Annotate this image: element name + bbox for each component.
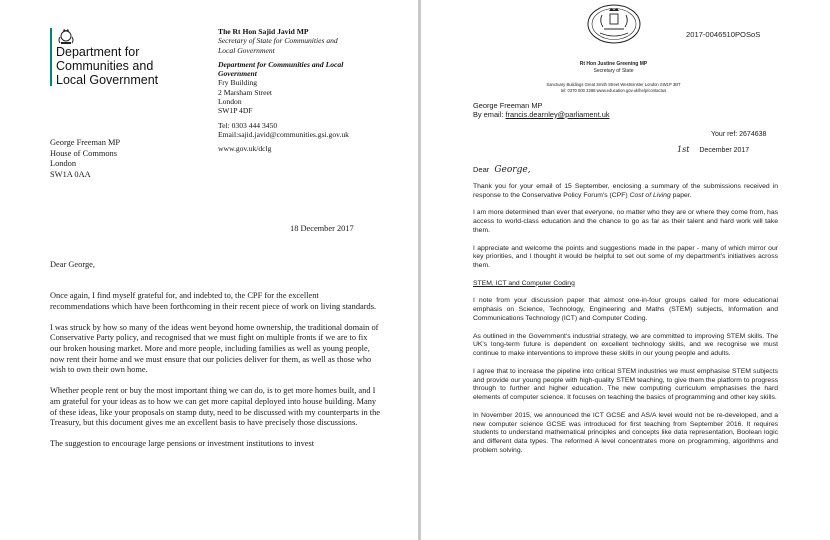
recipient-address	[50, 138, 120, 180]
recipient-line: SW1A 0AA	[50, 169, 91, 179]
minister-title: Secretary of State	[593, 68, 634, 74]
paragraph-text: paper.	[670, 191, 692, 199]
document-reference: 2017-0046510POSoS	[686, 30, 761, 39]
sender-website: www.gov.uk/dclg	[218, 144, 272, 154]
contact-line: tel: 0370 000 2288 www.education.gov.uk/help/contactus	[560, 87, 667, 93]
body-paragraph: I was struck by how so many of the ideas went beyond home ownership, the traditional domain of Conservative Party policy, and recognised that we must fight on multiple fronts if we are to fix our broken housing market. More and more people, including families as well as young people, now rent their home and we must ensure that our policies deliver for them, as well as those who wish to own their own home.	[50, 322, 379, 375]
royal-crest-icon	[57, 28, 75, 46]
address-line: Sanctuary Buildings Great Smith Street Westminster London SW1P 3BT	[546, 82, 681, 87]
letter-date	[677, 145, 749, 154]
minister-name: Rt Hon Justine Greening MP	[579, 61, 648, 67]
sender-address-line: London	[218, 97, 242, 107]
letter-body	[50, 291, 380, 461]
letter-date: 18 December 2017	[290, 224, 354, 233]
body-paragraph: I agree that to increase the pipeline into critical STEM industries we must emphasise STEM subjects and provide our young people with high-quality STEM teaching, to give them the platform to progress through to further and higher education. The new computing curriculum emphasises the hard elements of computer science. It focuses on teaching the basics of programming and other key skills.	[473, 367, 778, 402]
recipient-email-link[interactable]: francis.dearnley@parliament.uk	[505, 109, 610, 119]
paragraph-text: Thank you for your email of 15 September, enclosing a summary of the submissions received in response to the Conservative Policy Forum's (CPF)	[473, 183, 778, 199]
recipient-line: House of Commons	[50, 148, 117, 158]
body-paragraph: The suggestion to encourage large pensions or investment institutions to invest	[50, 439, 315, 449]
department-line: Communities and	[56, 59, 154, 73]
sender-tel: Tel: 0303 444 3450	[218, 120, 278, 130]
date-month-year: December 2017	[699, 147, 750, 154]
department-logo-text	[56, 45, 158, 87]
sender-name: The Rt Hon Sajid Javid MP	[218, 27, 309, 36]
sender-address-line: SW1P 4DF	[218, 106, 253, 116]
handwritten-day: 1st	[677, 145, 690, 154]
body-paragraph: In November 2015, we announced the ICT GCSE and AS/A level would not be re-developed, and a new computer science GCSE was introduced for first teaching from September 2016. It requires students to understand mathematical principles and concepts like data representation, Boolean logic and different data types. The reformed A level concentrates more on programming, algorithms and problem solving.	[473, 411, 778, 454]
dfe-letter-page	[421, 0, 830, 540]
body-paragraph: I am more determined than ever that everyone, no matter who they are or where they come from, has access to world-class education and the chance to go as far as their talent and hard work will take them.	[473, 209, 778, 234]
department-line: Department for	[56, 45, 140, 59]
handwritten-name: George,	[494, 165, 531, 175]
dclg-logo-bar	[50, 28, 52, 86]
salutation: Dear George,	[50, 260, 95, 269]
paper-title: Cost of Living	[629, 191, 671, 199]
department-address	[506, 82, 721, 93]
sender-address-line: 2 Marsham Street	[218, 87, 272, 97]
salutation	[473, 165, 531, 175]
letter-body	[473, 183, 778, 465]
dfe-crest-icon	[586, 3, 642, 45]
body-paragraph: As outlined in the Government's industrial strategy, we are committed to improving STEM skills. The UK's long-term future is dependent on excellent technology skills, and we recognise we must continue to make interventions to improve these skills in our young people and adults.	[473, 332, 778, 358]
body-paragraph	[473, 183, 778, 201]
body-paragraph: I note from your discussion paper that almost one-in-four groups called for more educational emphasis on Science, Technology, Engineering and Maths (STEM) subjects, Information and Communications Technology (ICT) and Computer Coding.	[473, 297, 778, 322]
recipient-block	[473, 102, 610, 120]
recipient-line: London	[50, 159, 77, 169]
sender-org-line: Government	[218, 69, 257, 79]
sender-email: Email:sajid.javid@communities.gsi.gov.uk	[218, 129, 349, 139]
sender-org-line: Department for Communities and Local	[218, 59, 344, 69]
minister-block	[551, 61, 676, 75]
section-heading: STEM, ICT and Computer Coding	[473, 279, 575, 287]
sender-address-line: Fry Building	[218, 78, 258, 88]
sender-title-line: Secretary of State for Communities and	[218, 36, 338, 46]
recipient-name: George Freeman MP	[473, 101, 543, 110]
sender-block	[218, 27, 349, 154]
salutation-prefix: Dear	[473, 165, 490, 174]
department-line: Local Government	[56, 73, 159, 87]
your-reference: Your ref: 2674638	[711, 131, 767, 138]
sender-title-line: Local Government	[218, 45, 275, 55]
recipient-line: George Freeman MP	[50, 138, 121, 147]
body-paragraph: Whether people rent or buy the most important thing we can do, is to get more homes built, and I am grateful for your ideas as to how we can get more capital deployed into house building. Many of these ideas, like your proposals on stamp duty, need to be discussed with my counterparts in the Treasury, but this document gives me an excellent basis to have precisely those discussions.	[50, 386, 380, 428]
body-paragraph: I appreciate and welcome the points and suggestions made in the paper - many of which mirror our key priorities, and I thought it would be helpful to set out some of my department's initiatives across them.	[473, 244, 778, 270]
body-paragraph: Once again, I find myself grateful for, and indebted to, the CPF for the excellent recommendations which have been forthcoming in their recent piece of work on living standards.	[50, 291, 377, 311]
by-email-label: By email:	[473, 109, 504, 119]
